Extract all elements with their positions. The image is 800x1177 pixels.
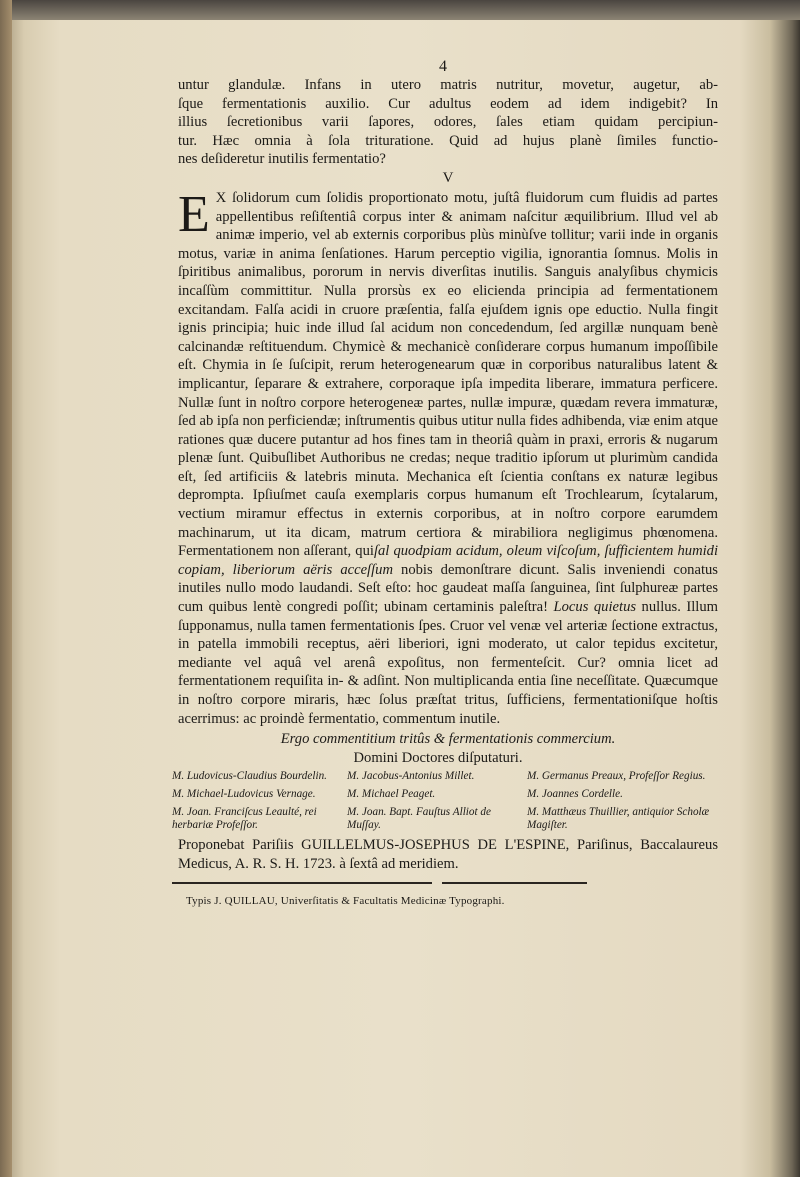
examiner-name: M. Germanus Preaux, Profeſſor Regius. <box>527 770 706 783</box>
intro-line: tur. Hæc omnia à ſola trituratione. Quid ad hujus planè ſimiles functio- <box>178 132 718 149</box>
body-text-continued: nobis demonſtrare dicunt. Salis inveniendi conatus inutiles nullo modo laudandi. Seſt eſto: hoc gaudeat maſſa ſanguinea, ſint ſulphureæ partes cum quibus lentè congredi poſſit; ubinam certaminis paleſtra! <box>178 561 718 616</box>
intro-line: nes deſideretur inutilis fermentatio? <box>178 151 386 168</box>
examiners-list <box>172 769 718 836</box>
section-number: V <box>442 169 454 186</box>
examiner-name: M. Michael Peaget. <box>347 788 436 801</box>
section-body <box>178 185 719 728</box>
italic-phrase: ſal quodpiam acidum, oleum viſcoſum, ſufficientem humidi copiam, liberiorum aëris acceſſum <box>178 543 719 578</box>
footer-rule <box>172 882 718 884</box>
intro-paragraph <box>178 76 718 169</box>
proponebat-line: Proponebat Pariſiis GUILLELMUS-JOSEPHUS DE L'ESPINE, Pariſinus, Baccalaureus Medicus, A. R. S. H. 1723. à ſextâ ad meridiem. <box>178 837 718 872</box>
examiner-name: M. Jacobus-Antonius Millet. <box>347 770 475 783</box>
rule-segment <box>442 882 587 884</box>
body-text-end: nullus. Illum ſupponamus, nulla tamen fermentationis ſpes. Cruor vel venæ vel arteriæ ſectione extractus, in patella immobili receptus, aëri liberiori, igni moderato, ut calor tepidus excitetur, mediante vel aquâ vel arenâ expoſitus, non fermenteſcit. Cur? omnia licet ad fermentationem requiſita in- & adſint. Non multiplicanda entia ſine neceſſitate. Quæcumque in noſtro corpore miraris, hæc ſolus præſtat tritus, ſufficiens, fermentationiſque hoſtis acerrimus: ac proindè fermentatio, commentum inutile. <box>178 599 718 727</box>
rule-segment <box>172 882 432 884</box>
italic-phrase-locus: Locus quietus <box>553 599 637 616</box>
printer-imprint: Typis J. QUILLAU, Univerſitatis & Facultatis Medicinæ Typographi. <box>186 894 505 907</box>
examiner-name: M. Matthæus Thuillier, antiquior Scholæ Magiſter. <box>527 806 710 832</box>
document-page <box>172 58 719 910</box>
examiner-name: M. Joannes Cordelle. <box>527 788 623 801</box>
examiner-name: M. Joan. Franciſcus Leaulté, rei herbariæ Profeſſor. <box>172 806 317 832</box>
conclusion-thesis: Ergo commentitium tritûs & fermentationis commercium. <box>280 731 616 748</box>
examiner-name: M. Ludovicus-Claudius Bourdelin. <box>172 770 327 783</box>
doctores-heading: Domini Doctores diſputaturi. <box>353 749 523 766</box>
examiner-name: M. Joan. Bapt. Fauſtus Alliot de Muſſay. <box>347 806 491 832</box>
drop-capital: E <box>178 185 210 243</box>
examiner-name: M. Michael-Ludovicus Vernage. <box>172 788 316 801</box>
intro-line: illius ſecretionibus varii ſapores, odores, ſales etiam quidam percipiun- <box>178 114 718 131</box>
body-text: X ſolidorum cum ſolidis proportionato motu, juſtâ fluidorum cum fluidis ad partes appellentibus reſiſtentiâ corpus inter & animam naſcitur æquilibrium. Illud vel ab animæ imperio, vel ab externis corporibus plùs minùſve tollitur; varii inde in organis motus, variæ in anima ſenſationes. Harum perceptio vigilia, ignorantia ſomnus. Molis in ſpiritibus animalibus, pororum in nervis diverſitas inutilis. Sanguis analyſibus chymicis incaſſùm committitur. Nulla prorsùs ex eo elicienda principia ad fermentationem excitandam. Falſa acidi in cruore præſentia, falſa ejuſdem ignis ope eductio. Nulla fingit ignis principia; huic inde illud ſal acidum non concedendum, ſed argillæ nunquam benè calcinandæ reſtituendum. Chymicè & mechanicè conſiderare corpus humanum impoſſibile eſt. Chymia in ſe ſuſcipit, rerum heterogenearum quæ in corporibus naturalibus latent & implicantur, ſeparare & extrahere, corporaque ipſa impedita liberare, immatura perficere. Nullæ ſunt in noſtro corpore heterogeneæ partes, nullæ impuræ, quædam revera immaturæ, ſed ab ipſa non perficiendæ; inſtrumentis quibus utitur nulla fides adhibenda, viæ enim atque rationes quæ ducere putantur ad hos fines tam in theoriâ quàm in praxi, erroris & nugarum plenæ ſunt. Quibuſlibet Authoribus ne credas; neque traditio ipſorum ut plurimùm candida eſt, ſed artificiis & latebris minuta. Mechanica eſt ſcientia conſtans ex naturæ legibus deprompta. Ipſiuſmet cauſa exemplaris corpus humanum eſt Trochlearum, ſcytalarum, vectium miramur effectus in externis corporibus, at in noſtro corpore earumdem machinarum, ut ita dicam, matrum certiora & mirabiliora negligimus phœnomena. Fermentationem non aſſerant, qui <box>178 189 718 560</box>
page-number: 4 <box>439 58 447 75</box>
intro-line: untur glandulæ. Infans in utero matris nutritur, movetur, augetur, ab- <box>178 77 718 93</box>
intro-line: ſque fermentationis auxilio. Cur adultus eodem ad idem indigebit? In <box>178 95 718 112</box>
book-spine-edge <box>0 0 12 1177</box>
book-top-edge <box>0 0 800 20</box>
